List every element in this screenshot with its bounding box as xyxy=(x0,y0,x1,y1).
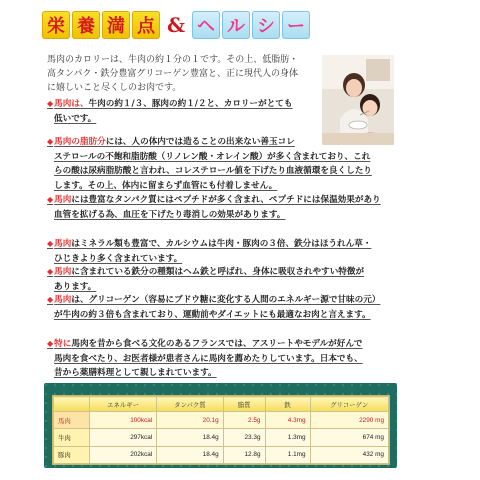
benefit-line: ◆馬肉には豊富なタンパク質にはペプチドが多く含まれ、ペプチドには保温効果があり xyxy=(47,195,381,205)
table-row xyxy=(54,446,389,463)
table-cell: 100kcal xyxy=(89,412,156,429)
diamond-bullet-icon: ◆ xyxy=(47,99,54,108)
benefit-line: ◆馬肉はミネラル類も豊富で、カルシウムは牛肉・豚肉の３倍、鉄分はほうれん草・ xyxy=(47,239,372,249)
table-cell: 2.5g xyxy=(223,412,265,429)
table-row xyxy=(54,429,389,446)
diamond-bullet-icon: ◆ xyxy=(47,137,54,146)
table-row-label: 馬肉 xyxy=(54,412,90,429)
table-cell: 1.1mg xyxy=(265,446,310,463)
benefit-item xyxy=(47,293,397,322)
title-tile: 栄 xyxy=(42,11,70,39)
title-tile: ー xyxy=(282,11,310,39)
benefit-line: 血管を拡げる為、血圧を下げたり毒消しの効果があります。 xyxy=(54,209,286,220)
benefit-item xyxy=(47,135,397,193)
table-cell: 18.4g xyxy=(157,429,223,446)
table-cell: 12.8g xyxy=(223,446,265,463)
benefit-line: ◆馬肉に含まれている鉄分の種類はヘム鉄と呼ばれ、身体に吸収されやすい特徴が xyxy=(47,267,365,277)
intro-line: 高タンパク・鉄分豊富グリコーゲン豊富と、正に現代人の身体 xyxy=(47,69,299,79)
table-header-cell: エネルギー xyxy=(89,397,156,412)
intro-line: に嬉しいこと尽くしのお肉です。 xyxy=(47,83,182,93)
table-row-label: 牛肉 xyxy=(54,429,90,446)
table-header-cell: タンパク質 xyxy=(157,397,223,412)
table-cell: 674 mg xyxy=(310,429,388,446)
title-tile: シ xyxy=(252,11,280,39)
diamond-bullet-icon: ◆ xyxy=(47,267,54,276)
benefit-line: ◆馬肉は、グリコーゲン（容易にブドウ糖に変化する人間のエネルギー源で甘味の元） xyxy=(47,295,381,305)
table-cell: 297kcal xyxy=(89,429,156,446)
diamond-bullet-icon: ◆ xyxy=(47,239,54,248)
title-tile: ル xyxy=(222,11,250,39)
table-header-cell: 脂質 xyxy=(223,397,265,412)
table-header-row xyxy=(54,397,389,412)
benefit-line: します。その上、体内に留まらず血管にも付着しません。 xyxy=(54,180,278,191)
nutrition-table-wrapper xyxy=(52,395,390,465)
table-cell: 202kcal xyxy=(89,446,156,463)
diamond-bullet-icon: ◆ xyxy=(47,295,54,304)
benefit-line: が牛肉の約３倍も含まれており、運動前やダイエットにも最適なお肉と言えます。 xyxy=(54,309,371,320)
table-cell: 18.4g xyxy=(157,446,223,463)
diamond-bullet-icon: ◆ xyxy=(47,339,54,348)
table-header-cell: 鉄 xyxy=(265,397,310,412)
benefit-line: あります。 xyxy=(54,281,97,292)
title-tile: 点 xyxy=(132,11,160,39)
benefit-line: 低いです。 xyxy=(54,113,97,124)
table-row xyxy=(54,412,389,429)
title-tile: ヘ xyxy=(192,11,220,39)
benefit-line: ◆馬肉は、牛肉の約１/３、豚肉の約１/２と、カロリーがとても xyxy=(47,99,293,109)
benefit-item xyxy=(47,193,397,222)
benefit-line: らの酸は尿病脂肪酸と言われ、コレステロール値を下げたり血液循環を良くしたり xyxy=(54,166,372,176)
intro-line: 馬肉のカロリーは、牛肉の約１分の１です。その上、低脂肪・ xyxy=(47,55,299,65)
intro-paragraph xyxy=(47,53,315,95)
diamond-bullet-icon: ◆ xyxy=(47,195,54,204)
table-cell: 20.1g xyxy=(157,412,223,429)
table-row-label: 豚肉 xyxy=(54,446,90,463)
table-cell: 1.3mg xyxy=(265,429,310,446)
table-header-cell xyxy=(54,397,90,412)
benefit-item xyxy=(47,97,397,126)
title-tile: 満 xyxy=(102,11,130,39)
benefit-line: ひじきより多く含まれています。 xyxy=(54,253,183,264)
benefit-line: ステロールの不飽和脂肪酸（リノレン酸・オレイン酸）が多く含まれており、これ xyxy=(54,151,371,162)
nutrition-table xyxy=(53,396,389,464)
benefit-line: ◆馬肉の脂肪分には、人の体内では造ることの出来ない善玉コレ xyxy=(47,137,295,147)
table-cell: 23.3g xyxy=(223,429,265,446)
table-cell: 4.3mg xyxy=(265,412,310,429)
title-tile: 養 xyxy=(72,11,100,39)
benefit-item xyxy=(47,337,397,381)
benefit-line: ◆特に馬肉を昔から食べる文化のあるフランスでは、アスリートやモデルが好んで xyxy=(47,339,363,349)
title-tile: & xyxy=(166,13,186,37)
table-header-cell: グリコーゲン xyxy=(310,397,388,412)
page-title xyxy=(42,11,310,39)
benefit-item xyxy=(47,237,397,266)
benefit-line: 馬肉を食べたり、お医者様が患者さんに馬肉を薦めたりしています。日本でも、 xyxy=(54,353,363,364)
table-cell: 432 mg xyxy=(310,446,388,463)
table-cell: 2290 mg xyxy=(310,412,388,429)
benefit-item xyxy=(47,265,397,294)
benefit-line: 昔から薬膳料理として親しまれています。 xyxy=(54,368,217,378)
